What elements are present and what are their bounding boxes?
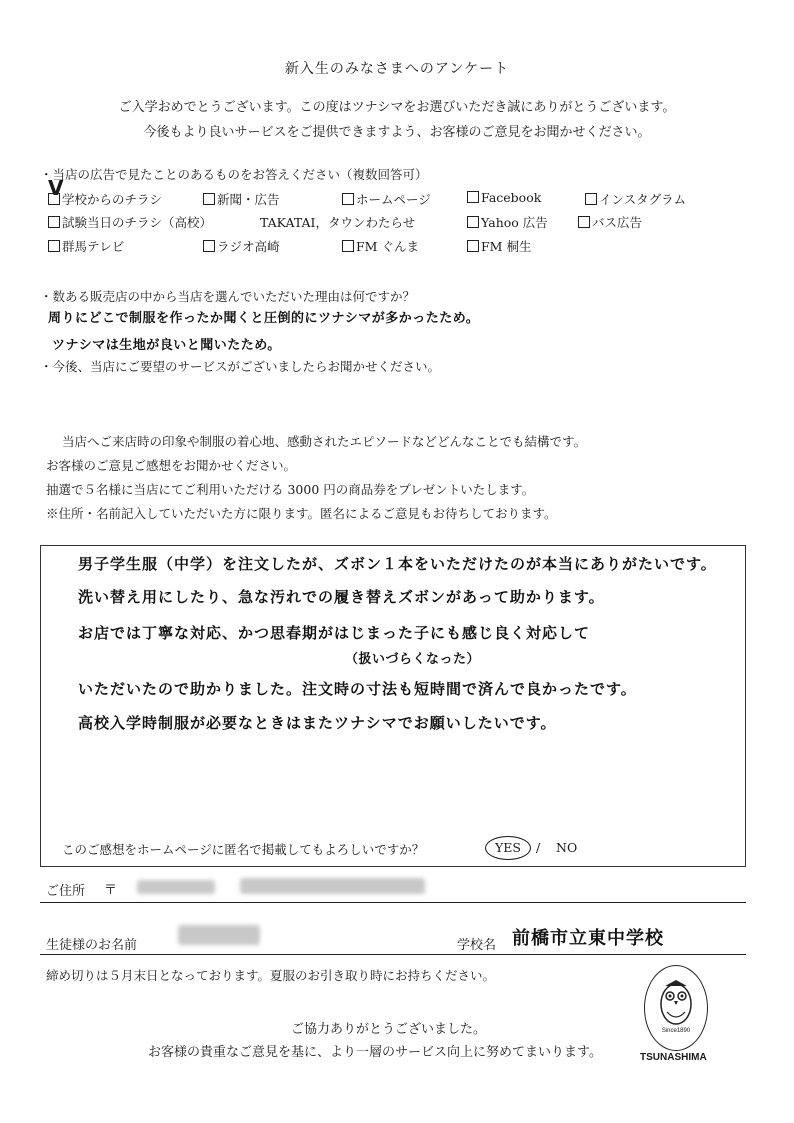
option-homepage[interactable]: ホームページ (342, 190, 431, 208)
page-title: 新入生のみなさまへのアンケート (284, 61, 510, 77)
logo-name: TSUNASHIMA (640, 1052, 707, 1063)
address-label: ご住所 (46, 884, 86, 899)
school-value: 前橋市立東中学校 (512, 928, 664, 949)
checkbox[interactable] (48, 193, 60, 205)
handwritten-check-mark: V (48, 176, 64, 200)
consent-yes[interactable]: YES (495, 840, 521, 855)
answer-reason-line-2: ツナシマは生地が良いと聞いたため。 (52, 338, 281, 353)
thanks-line-2: お客様の貴重なご意見を基に、より一層のサービス向上に努めてまいります。 (148, 1045, 602, 1060)
student-name-label: 生徒様のお名前 (46, 938, 138, 953)
checkbox[interactable] (48, 216, 60, 228)
notice-line-1: 当店へご来店時の印象や制服の着心地、感動されたエピソードなどどんなことでも結構です。 (62, 434, 587, 449)
checkbox[interactable] (203, 193, 215, 205)
option-gunma-tv[interactable]: 群馬テレビ (48, 237, 124, 255)
redacted-student-name (178, 925, 260, 945)
comment-line-5: 高校入学時制服が必要なときはまたツナシマでお願いしたいです。 (78, 714, 557, 732)
checkbox[interactable] (578, 216, 590, 228)
consent-no[interactable]: NO (556, 840, 578, 855)
intro-line-1: ご入学おめでとうございます。この度はツナシマをお選びいただき誠にありがとうございます。 (118, 100, 676, 115)
option-yahoo-ad[interactable]: Yahoo 広告 (467, 213, 548, 231)
question-ads: ・当店の広告で見たことのあるものをお答えください（複数回答可） (40, 167, 428, 182)
option-bus-ad[interactable]: バス広告 (578, 213, 642, 231)
school-label: 学校名 (457, 938, 497, 953)
name-underline (40, 954, 746, 955)
checkbox[interactable] (48, 240, 60, 252)
checkbox[interactable] (467, 191, 479, 203)
comment-line-2: 洗い替え用にしたり、急な汚れでの履き替えズボンがあって助かります。 (78, 588, 605, 606)
address-underline (40, 902, 746, 903)
consent-slash: / (536, 840, 541, 855)
option-exam-day-flyer[interactable]: 試験当日のチラシ（高校） (48, 213, 212, 231)
question-reason: ・数ある販売店の中から当店を選んでいただいた理由は何ですか？ (40, 289, 416, 304)
comment-line-3: お店では丁寧な対応、かつ思春期がはじまった子にも感じ良く対応して (78, 624, 591, 642)
question-requests: ・今後、当店にご要望のサービスがございましたらお聞かせください。 (40, 359, 441, 374)
redacted-postal-code (137, 880, 215, 894)
checkbox[interactable] (585, 193, 597, 205)
option-facebook[interactable]: Facebook (467, 190, 541, 205)
option-instagram[interactable]: インスタグラム (585, 190, 686, 208)
option-radio-takasaki[interactable]: ラジオ高崎 (203, 237, 280, 255)
postal-mark: 〒 (104, 883, 118, 898)
notice-line-2: お客様のご意見ご感想をお聞かせください。 (46, 458, 297, 473)
comment-line-3-note: （扱いづらくなった） (345, 652, 481, 667)
checkbox[interactable] (467, 240, 479, 252)
logo-since: Since1890 (661, 1028, 691, 1034)
redacted-address (240, 878, 425, 894)
answer-reason-line-1: 周りにどこで制服を作ったか聞くと圧倒的にツナシマが多かったため。 (48, 311, 480, 326)
option-takatai[interactable]: TAKATAI，タウンわたらせ (260, 215, 416, 230)
tsunashima-logo (644, 965, 708, 1051)
deadline-note: 締め切りは５月末日となっております。夏服のお引き取り時にお持ちください。 (46, 968, 496, 983)
checkbox[interactable] (342, 193, 354, 205)
thanks-line-1: ご協力ありがとうございました。 (291, 1022, 487, 1037)
intro-line-2: 今後もより良いサービスをご提供できますよう、お客様のご意見をお聞かせください。 (143, 125, 651, 140)
checkbox[interactable] (467, 216, 479, 228)
notice-line-4: ※住所・名前記入していただいた方に限ります。匿名によるご意見もお待ちしております。 (46, 506, 557, 521)
consent-question: このご感想をホームページに匿名で掲載してもよろしいですか？ (62, 842, 425, 857)
notice-line-3: 抽選で５名様に当店にてご利用いただける 3000 円の商品券をプレゼントいたします。 (46, 482, 535, 497)
checkbox[interactable] (203, 240, 215, 252)
option-school-flyer[interactable]: 学校からのチラシ (48, 190, 162, 208)
option-fm-gunma[interactable]: FM ぐんま (342, 237, 419, 255)
comment-line-4: いただいたので助かりました。注文時の寸法も短時間で済んで良かったです。 (78, 680, 637, 698)
option-newspaper[interactable]: 新聞・広告 (203, 190, 280, 208)
owl-icon (645, 966, 707, 1050)
option-fm-kiryu[interactable]: FM 桐生 (467, 237, 531, 255)
comment-line-1: 男子学生服（中学）を注文したが、ズボン１本をいただけたのが本当にありがたいです。 (78, 555, 717, 573)
checkbox[interactable] (342, 240, 354, 252)
